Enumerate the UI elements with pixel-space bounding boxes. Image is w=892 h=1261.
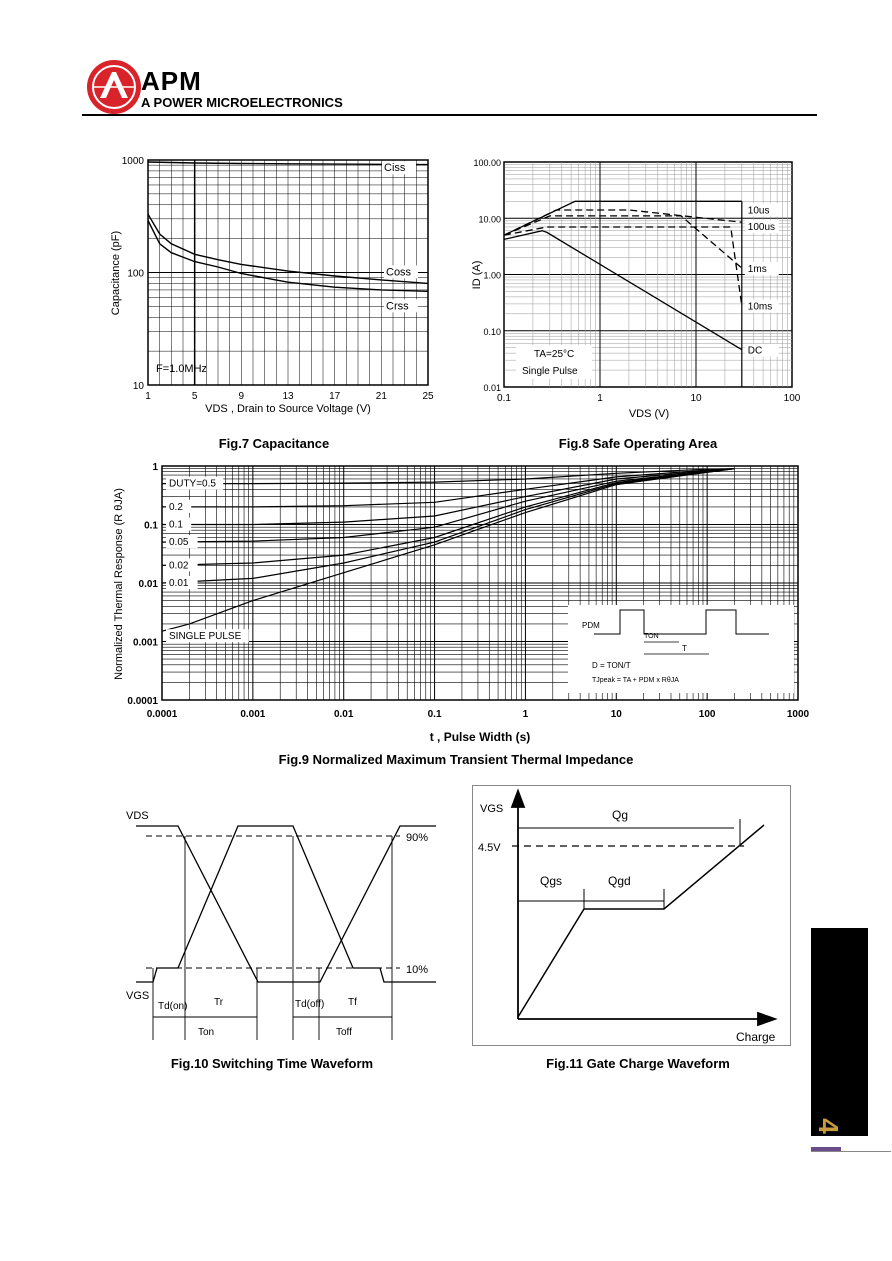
fig10-caption: Fig.10 Switching Time Waveform (170, 1056, 374, 1071)
side-tab-rule (811, 1151, 891, 1152)
f8-ytick: 1.00 (483, 270, 501, 281)
f7-ytick: 1000 (121, 156, 144, 167)
fig8-soa-chart (464, 155, 801, 423)
f8-ytick: 0.10 (483, 326, 501, 337)
f9-inset-t: T (682, 644, 687, 653)
f8-xtick: 1 (597, 393, 603, 404)
f9-label: SINGLE PULSE (169, 631, 242, 643)
vds-waveform (136, 826, 436, 982)
f10-ton-label: Ton (198, 1027, 215, 1038)
f7-xtick: 21 (375, 391, 387, 402)
f9-xlabel: t , Pulse Width (s) (429, 730, 531, 744)
f9-xtick: 0.0001 (146, 709, 178, 720)
f10-90-label: 90% (406, 832, 429, 844)
f7-ytick: 10 (132, 381, 144, 392)
f9-ytick: 0.001 (132, 637, 158, 649)
f10-tdon-label: Td(on) (158, 1001, 188, 1012)
fig7-capacitance-chart (104, 155, 434, 417)
page-number: 4 (812, 1118, 844, 1134)
f7-label-crss: Crss (386, 300, 409, 313)
f8-label-10us: 10us (747, 205, 770, 217)
f9-xtick: 0.01 (333, 709, 354, 720)
f10-toff-label: Toff (336, 1027, 352, 1038)
f11-qgs-label: Qgs (540, 874, 563, 888)
fig9-thermal-chart (104, 460, 810, 746)
f7-label-ciss: Ciss (384, 162, 406, 175)
f7-xtick: 25 (422, 391, 434, 402)
f9-inset-pdm: PDM (582, 621, 600, 630)
f9-ylabel: Normalized Thermal Response (R θJA) (113, 488, 125, 680)
f8-xtick: 10 (690, 393, 702, 404)
f9-inset-eq1: D = TON/T (592, 661, 631, 670)
f10-vgs-label: VGS (126, 990, 150, 1002)
f9-xtick: 1 (522, 709, 529, 720)
f9-inset-ton: TON (644, 633, 659, 640)
f11-charge-label: Charge (736, 1030, 776, 1044)
f10-10-label: 10% (406, 964, 429, 976)
f8-xtick: 100 (783, 393, 801, 404)
fig9-caption: Fig.9 Normalized Maximum Transient Thermal Impedance (278, 752, 634, 767)
f7-ylabel: Capacitance (pF) (110, 230, 122, 316)
f7-xtick: 17 (329, 391, 341, 402)
f9-xtick: 0.1 (427, 709, 442, 720)
f7-xlabel: VDS , Drain to Source Voltage (V) (205, 403, 371, 415)
fig7-caption: Fig.7 Capacitance (218, 436, 330, 451)
f8-single-pulse: Single Pulse (522, 366, 578, 377)
f9-label: 0.01 (169, 578, 189, 589)
f9-xtick: 100 (698, 709, 716, 720)
f10-tdoff-label: Td(off) (295, 999, 325, 1010)
f9-xtick: 1000 (786, 709, 810, 720)
f9-label: 0.1 (169, 519, 183, 531)
f9-ytick: 0.01 (138, 579, 158, 590)
f11-qgd-label: Qgd (608, 874, 631, 888)
fig10-switching-waveform (118, 795, 448, 1050)
f9-ytick: 1 (152, 462, 158, 473)
f7-annotation: F=1.0MHz (156, 363, 208, 375)
f8-xtick: 0.1 (497, 393, 511, 404)
f9-ytick: 0.0001 (127, 696, 158, 707)
fig8-caption: Fig.8 Safe Operating Area (558, 436, 718, 451)
f8-ta: TA=25°C (534, 349, 575, 360)
f8-xlabel: VDS (V) (628, 408, 670, 420)
f8-label-100us: 100us (747, 222, 776, 234)
f10-tr-label: Tr (214, 997, 224, 1008)
f8-label-dc: DC (747, 345, 763, 357)
f7-xtick: 5 (191, 391, 198, 402)
f9-xtick: 10 (610, 709, 622, 720)
f8-ytick: 100.00 (473, 158, 501, 168)
fig11-caption: Fig.11 Gate Charge Waveform (546, 1056, 730, 1071)
f7-xtick: 9 (238, 391, 245, 402)
f8-ytick: 0.01 (483, 383, 501, 393)
f11-45v-label: 4.5V (478, 842, 501, 854)
f9-inset (568, 605, 794, 693)
f7-xtick: 13 (282, 391, 294, 402)
vgs-waveform (136, 826, 436, 982)
f7-ytick: 100 (127, 268, 144, 280)
f9-label: 0.2 (169, 501, 183, 513)
f9-inset-eq2: TJpeak = TA + PDM x RθJA (592, 677, 679, 684)
f7-xtick: 1 (145, 391, 151, 402)
f9-label: 0.05 (169, 537, 189, 549)
f9-label: DUTY=0.5 (169, 478, 216, 490)
f9-label: 0.02 (169, 560, 189, 572)
fig11-gate-charge-waveform (472, 785, 792, 1047)
side-tab (811, 928, 868, 1136)
header-rule (82, 114, 817, 116)
f11-vgs-label: VGS (480, 803, 504, 815)
f10-tf-label: Tf (348, 997, 357, 1008)
f8-label-1ms: 1ms (747, 264, 767, 276)
f9-ytick: 0.1 (144, 520, 158, 532)
f7-label-coss: Coss (386, 266, 412, 279)
f8-ylabel: ID (A) (471, 260, 483, 290)
f11-qg-label: Qg (612, 808, 629, 822)
f8-label-10ms: 10ms (747, 301, 773, 313)
brand-name: APM (141, 66, 202, 96)
f8-ytick: 10.00 (478, 214, 501, 225)
f9-xtick: 0.001 (240, 709, 266, 720)
gate-charge-curve (518, 825, 764, 1017)
company-name: A POWER MICROELECTRONICS (141, 95, 343, 110)
f10-vds-label: VDS (126, 810, 149, 822)
